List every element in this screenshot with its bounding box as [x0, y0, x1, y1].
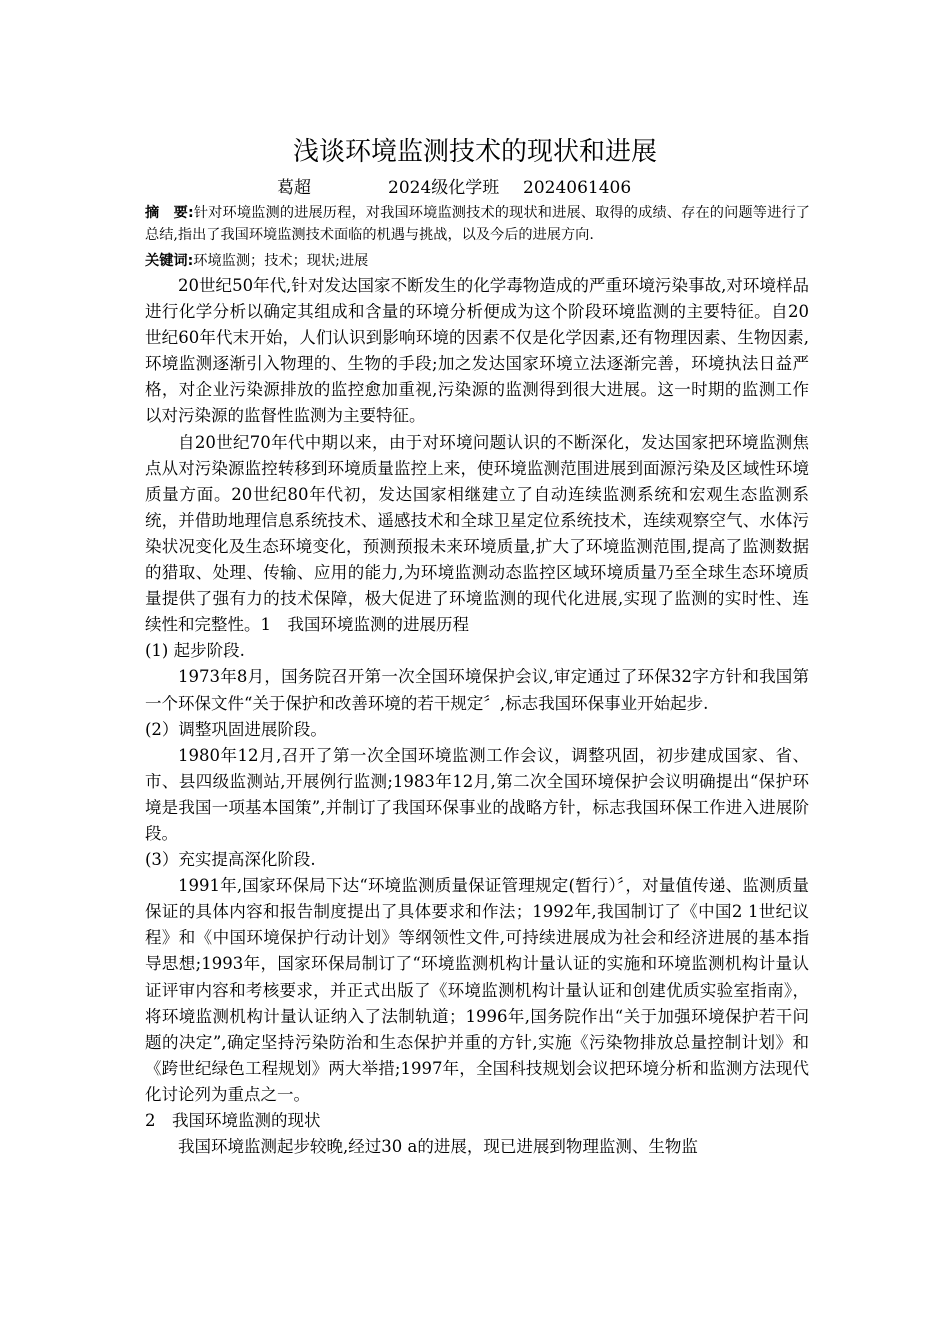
paragraph: 1991年,国家环保局下达“环境监测质量保证管理规定(暂行）〞，对量值传递、监测质量保证的具体内容和报告制度提出了具体要求和作法；1992年,我国制订了《中国2 1世纪议程》和《中国环境保护行动计划》等纲领性文件,可持续进展成为社会和经济进展的基本指导思想;1993年，国家环保局制订了“环境监测机构计量认证的实施和环境监测机构计量认证评审内容和考核要求，并正式出版了《环境监测机构计量认证和创建优质实验室指南》，将环境监测机构计量认证纳入了法制轨道；1996年,国务院作出“关于加强环境保护若干问题的决定”,确定坚持污染防治和生态保护并重的方针,实施《污染物排放总量控制计划》和《跨世纪绿色工程规划》两大举措;1997年，全国科技规划会议把环境分析和监测方法现代化讨论列为重点之一。 — [145, 876, 809, 1104]
abstract-label: 摘 要: — [145, 205, 194, 221]
author-line — [145, 176, 805, 200]
paragraph: 自20世纪70年代中期以来，由于对环境问题认识的不断深化，发达国家把环境监测焦点从对污染源监控转移到环境质量监控上来，使环境监测范围进展到面源污染及区域性环境质量方面。20世纪80年代初，发达国家相继建立了自动连续监测系统和宏观生态监测系统，并借助地理信息系统技术、遥感技术和全球卫星定位系统技术，连续观察空气、水体污染状况变化及生态环境变化，预测预报未来环境质量,扩大了环境监测范围,提高了监测数据的猎取、处理、传输、应用的能力,为环境监测动态监控区域环境质量乃至全球生态环境质量提供了强有力的技术保障，极大促进了环境监测的现代化进展,实现了监测的实时性、连续性和完整性。1 我国环境监测的进展历程 — [145, 432, 809, 635]
section-heading: (1) 起步阶段. — [145, 641, 245, 661]
keywords-text: 环境监测；技术；现状;进展 — [193, 253, 369, 269]
author-name: 葛超 — [277, 178, 311, 198]
section-heading: (2）调整巩固进展阶段。 — [145, 719, 327, 739]
document-title: 浅谈环境监测技术的现状和进展 — [292, 137, 657, 167]
abstract-text: 针对环境监测的进展历程，对我国环境监测技术的现状和进展、取得的成绩、存在的问题等进行了总结,指出了我国环境监测技术面临的机遇与挑战，以及今后的进展方向. — [145, 205, 810, 243]
keywords — [145, 250, 810, 272]
author-student-id: 2024061406 — [523, 178, 632, 198]
paragraph: 我国环境监测起步较晚,经过30 a的进展，现已进展到物理监测、生物监 — [178, 1137, 698, 1157]
section-heading: 2 我国环境监测的现状 — [145, 1111, 321, 1130]
section-heading: (3）充实提高深化阶段. — [145, 850, 316, 870]
abstract — [145, 202, 810, 246]
author-class: 2024级化学班 — [388, 178, 500, 198]
keywords-label: 关键词: — [145, 253, 194, 269]
paragraph: 1980年12月,召开了第一次全国环境监测工作会议，调整巩固，初步建成国家、省、市、县四级监测站,开展例行监测;1983年12月,第二次全国环境保护会议明确提出“保护环境是我国一项基本国策”,并制订了我国环保事业的战略方针，标志我国环保工作进入进展阶段。 — [145, 745, 809, 843]
body-text — [145, 273, 809, 1160]
paragraph: 1973年8月，国务院召开第一次全国环境保护会议,审定通过了环保32字方针和我国第一个环保文件“关于保护和改善环境的若干规定〞,标志我国环保事业开始起步. — [145, 667, 809, 713]
paragraph: 20世纪50年代,针对发达国家不断发生的化学毒物造成的严重环境污染事故,对环境样品进行化学分析以确定其组成和含量的环境分析便成为这个阶段环境监测的主要特征。自20世纪60年代末开始，人们认识到影响环境的因素不仅是化学因素,还有物理因素、生物因素,环境监测逐渐引入物理的、生物的手段;加之发达国家环境立法逐渐完善，环境执法日益严格，对企业污染源排放的监控愈加重视,污染源的监测得到很大进展。这一时期的监测工作以对污染源的监督性监测为主要特征。 — [145, 276, 809, 426]
